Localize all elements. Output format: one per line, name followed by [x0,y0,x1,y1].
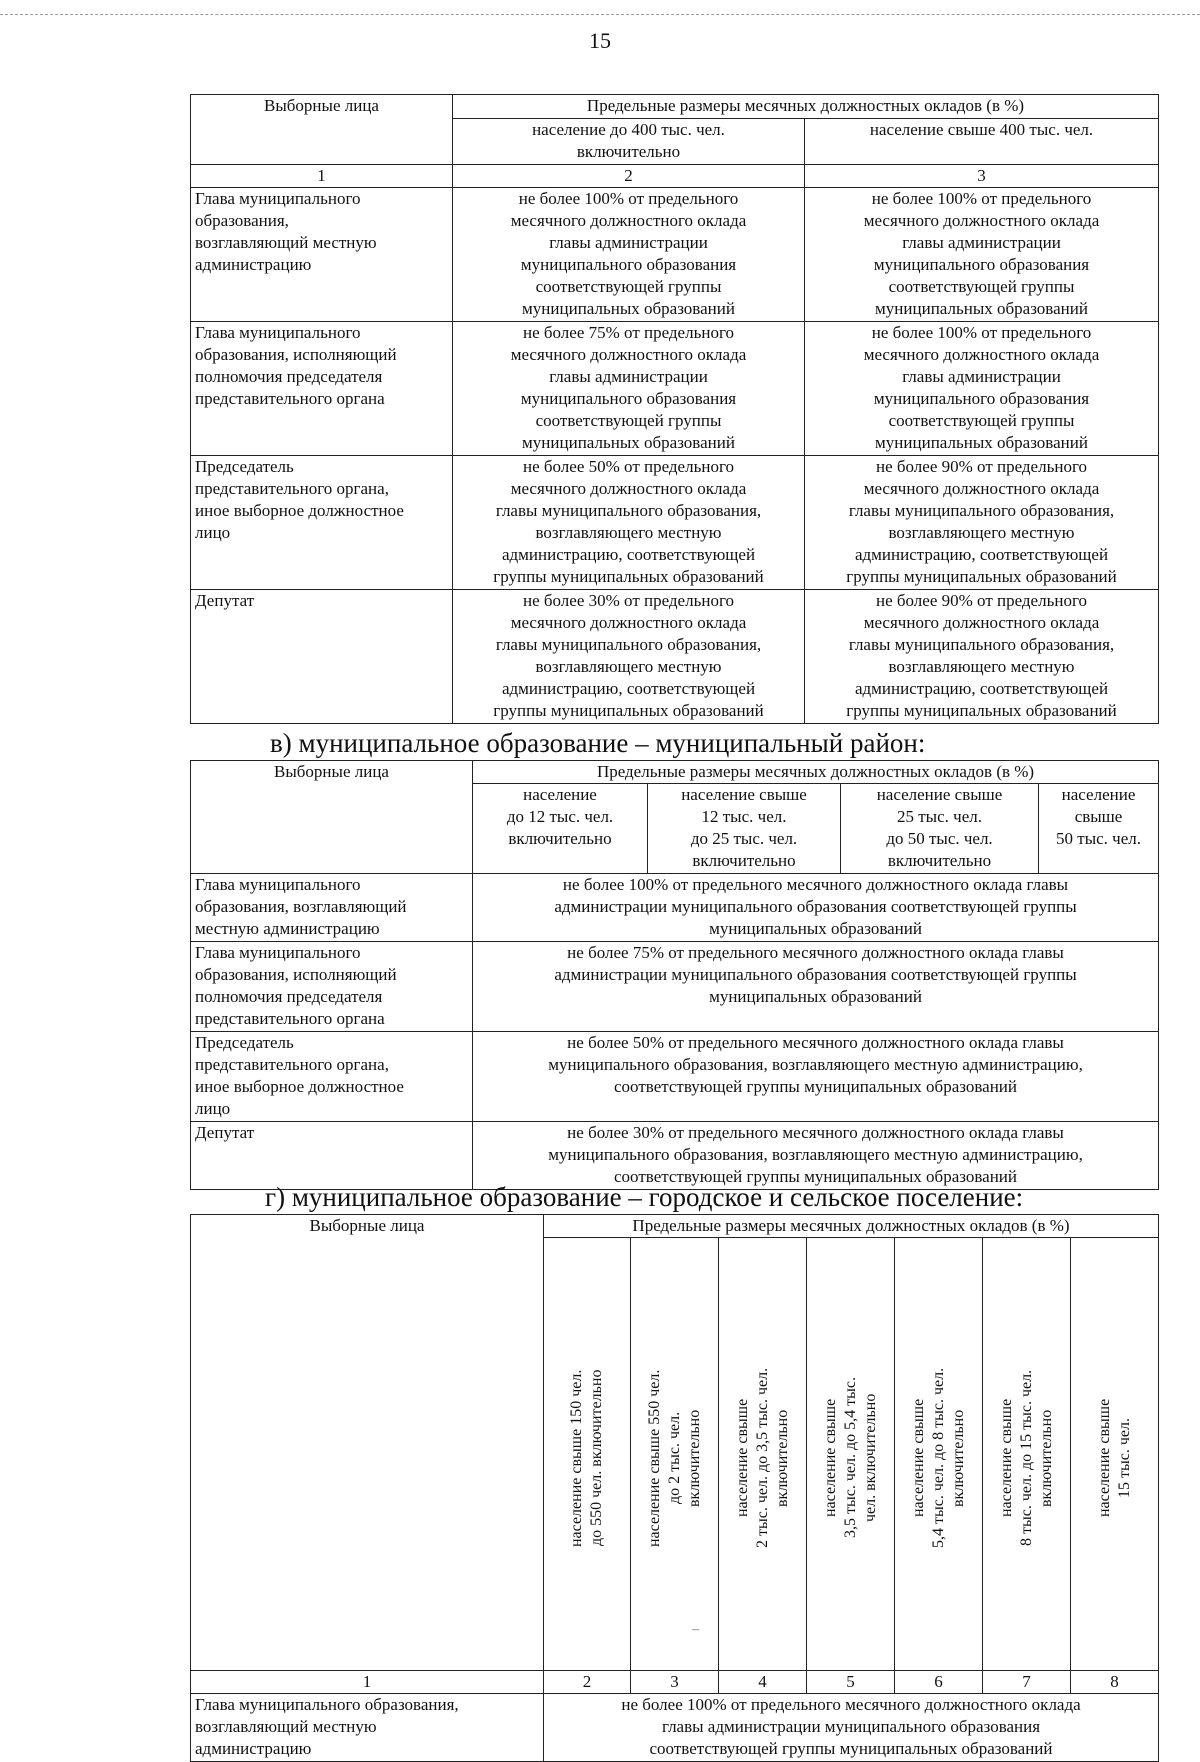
limit-cell: не более 75% от предельного месячного должностного оклада главы администрации муниципального образования соответствующей группы муниципальных образований [473,942,1159,1032]
header-col-population: население до 12 тыс. чел. включительно [473,784,648,874]
scan-speck: – [692,1622,699,1637]
header-col-population: население свыше 25 тыс. чел. до 50 тыс. чел. включительно [841,784,1039,874]
section-heading-v: в) муниципальное образование – муниципальный район: [270,728,926,758]
person-cell: Председатель представительного органа, иное выборное должностное лицо [191,1032,473,1122]
col-number: 3 [805,165,1159,188]
header-col-population: население свыше 150 чел. до 550 чел. включительно [544,1238,631,1671]
header-limits: Предельные размеры месячных должностных окладов (в %) [473,761,1159,784]
scan-edge-line [0,14,1200,15]
col-number: 4 [719,1671,807,1694]
table-row [191,1122,1159,1190]
col-number: 5 [807,1671,895,1694]
header-col-population: население свыше 2 тыс. чел. до 3,5 тыс. чел. включительно [719,1238,807,1671]
limit-cell: не более 50% от предельного месячного должностного оклада главы муниципального образования, возглавляющего местную администрацию, соответствующей группы муниципальных образований [453,456,805,590]
header-persons: Выборные лица [191,95,453,165]
col-number: 1 [191,165,453,188]
person-cell: Глава муниципального образования, возглавляющий местную администрацию [191,874,473,942]
col-number: 8 [1071,1671,1159,1694]
col-number: 2 [544,1671,631,1694]
person-cell: Глава муниципального образования, исполняющий полномочия председателя представительного органа [191,942,473,1032]
limit-cell: не более 100% от предельного месячного должностного оклада главы администрации муниципального образования соответствующей группы муниципальных образований [453,188,805,322]
table-municipal-district [190,760,1159,1190]
table-row [191,590,1159,724]
table-municipal-city [190,94,1159,724]
header-col-population: население свыше 15 тыс. чел. [1071,1238,1159,1671]
header-col-up-to-400k: население до 400 тыс. чел. включительно [453,119,805,165]
limit-cell: не более 100% от предельного месячного должностного оклада главы администрации муниципального образования соответствующей группы муниципальных образований [544,1694,1159,1762]
header-persons: Выборные лица [191,761,473,874]
limit-cell: не более 50% от предельного месячного должностного оклада главы муниципального образования, возглавляющего местную администрацию, соответствующей группы муниципальных образований [473,1032,1159,1122]
limit-cell: не более 75% от предельного месячного должностного оклада главы администрации муниципального образования соответствующей группы муниципальных образований [453,322,805,456]
header-col-population: население свыше 50 тыс. чел. [1039,784,1159,874]
section-heading-g: г) муниципальное образование – городское и сельское поселение: [265,1182,1024,1212]
table-settlement [190,1214,1159,1762]
header-col-population: население свыше 3,5 тыс. чел. до 5,4 тыс. чел. включительно [807,1238,895,1671]
col-number: 7 [983,1671,1071,1694]
limit-cell: не более 90% от предельного месячного должностного оклада главы муниципального образования, возглавляющего местную администрацию, соответствующей группы муниципальных образований [805,456,1159,590]
header-col-population: население свыше 5,4 тыс. чел. до 8 тыс. чел. включительно [895,1238,983,1671]
page-number: 15 [589,28,611,53]
table-row [191,322,1159,456]
col-number: 1 [191,1671,544,1694]
col-number: 6 [895,1671,983,1694]
person-cell: Глава муниципального образования, исполняющий полномочия председателя представительного органа [191,322,453,456]
person-cell: Глава муниципального образования, возглавляющий местную администрацию [191,188,453,322]
limit-cell: не более 100% от предельного месячного должностного оклада главы администрации муниципального образования соответствующей группы муниципальных образований [805,322,1159,456]
person-cell: Депутат [191,1122,473,1190]
header-col-population: население свыше 550 чел. до 2 тыс. чел. включительно [631,1238,719,1671]
col-number: 3 [631,1671,719,1694]
header-col-population: население свыше 8 тыс. чел. до 15 тыс. чел. включительно [983,1238,1071,1671]
header-limits: Предельные размеры месячных должностных окладов (в %) [453,95,1159,119]
col-number: 2 [453,165,805,188]
table-row [191,1032,1159,1122]
header-persons: Выборные лица [191,1215,544,1671]
header-limits: Предельные размеры месячных должностных окладов (в %) [544,1215,1159,1238]
table-row [191,1694,1159,1762]
limit-cell: не более 100% от предельного месячного должностного оклада главы администрации муниципального образования соответствующей группы муниципальных образований [473,874,1159,942]
limit-cell: не более 100% от предельного месячного должностного оклада главы администрации муниципального образования соответствующей группы муниципальных образований [805,188,1159,322]
header-col-over-400k: население свыше 400 тыс. чел. [805,119,1159,165]
person-cell: Депутат [191,590,453,724]
person-cell: Глава муниципального образования, возглавляющий местную администрацию [191,1694,544,1762]
limit-cell: не более 30% от предельного месячного должностного оклада главы муниципального образования, возглавляющего местную администрацию, соответствующей группы муниципальных образований [453,590,805,724]
person-cell: Председатель представительного органа, иное выборное должностное лицо [191,456,453,590]
limit-cell: не более 90% от предельного месячного должностного оклада главы муниципального образования, возглавляющего местную администрацию, соответствующей группы муниципальных образований [805,590,1159,724]
table-row [191,874,1159,942]
table-row [191,188,1159,322]
header-col-population: население свыше 12 тыс. чел. до 25 тыс. чел. включительно [648,784,841,874]
table-row [191,456,1159,590]
limit-cell: не более 30% от предельного месячного должностного оклада главы муниципального образования, возглавляющего местную администрацию, соответствующей группы муниципальных образований [473,1122,1159,1190]
table-row [191,942,1159,1032]
